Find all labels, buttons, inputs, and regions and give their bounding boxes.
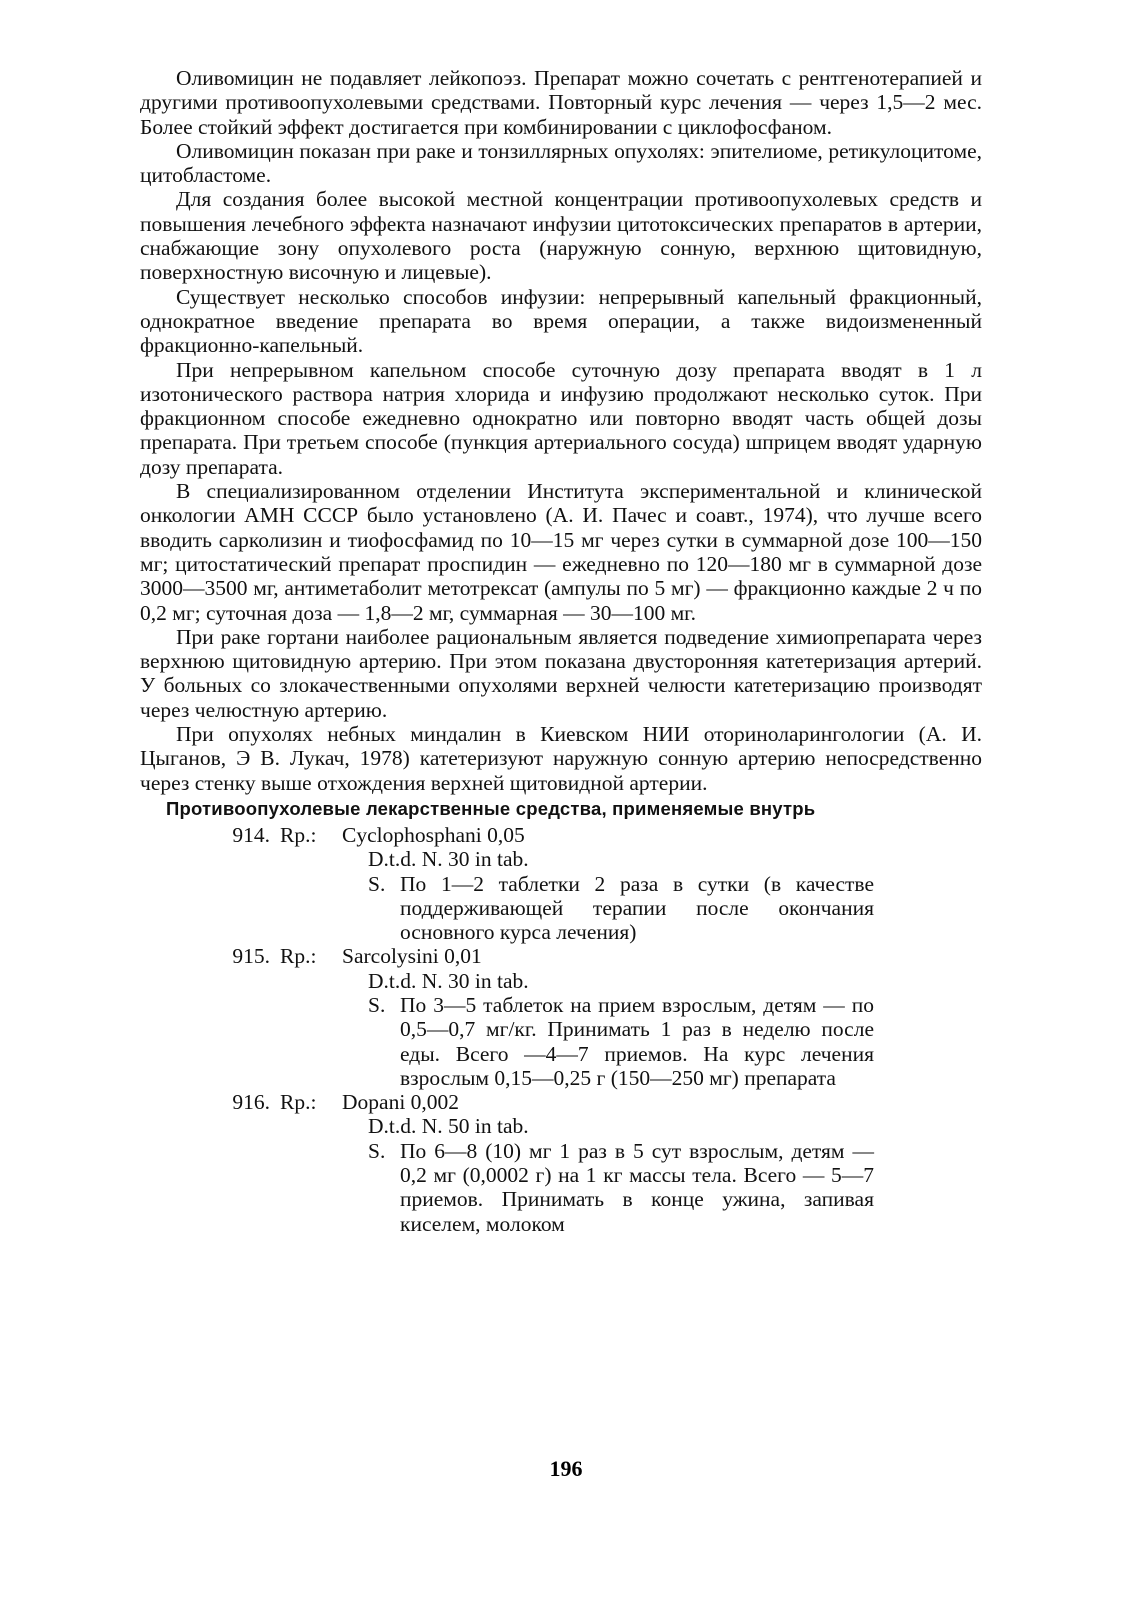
paragraph: При раке гортани наиболее рациональным является подведение химиопрепарата через верхнюю щитовидную артерию. При этом показана двусторонняя катетеризация артерий. У больных со злокачественными опухолями верхней челюсти катетеризацию производят через челюстную артерию. (140, 624, 982, 722)
prescription (140, 823, 982, 944)
recipe-mark: Rp.: (280, 822, 317, 847)
signa-mark: S. (368, 1138, 386, 1163)
signa-text: По 3—5 таблеток на прием взрослым, детям — по 0,5—0,7 мг/кг. Принимать 1 раз в неделю после еды. Всего —4—7 приемов. На курс лечения взрослым 0,15—0,25 г (150—250 мг) препарата (400, 992, 874, 1090)
drug-name: Cyclophosphani 0,05 (342, 822, 525, 847)
drug-name: Sarcolysini 0,01 (342, 944, 482, 969)
paragraph: При непрерывном капельном способе суточную дозу препарата вводят в 1 л изотонического раствора натрия хлорида и инфузию продолжают несколько суток. При фракционном способе ежедневно однократно или повторно вводят часть общей дозы препарата. При третьем способе (пункция артериального сосуда) шприцем вводят ударную дозу препарата. (140, 357, 982, 479)
signa-mark: S. (368, 992, 386, 1017)
paragraph: При опухолях небных миндалин в Киевском НИИ оториноларингологии (А. И. Цыганов, Э В. Лукач, 1978) катетеризуют наружную сонную артерию непосредственно через стенку выше отхождения верхней щитовидной артерии. (140, 722, 982, 795)
paragraph: Оливомицин показан при раке и тонзиллярных опухолях: эпителиоме, ретикулоцитоме, цитобластоме. (140, 138, 982, 188)
recipe-mark: Rp.: (280, 1090, 317, 1115)
prescription (140, 1090, 982, 1236)
signa-text: По 6—8 (10) мг 1 раз в 5 сут взрослым, детям — 0,2 мг (0,0002 г) на 1 кг массы тела. Всего — 5—7 приемов. Принимать в конце ужина, запивая киселем, молоком (400, 1138, 874, 1236)
paragraph: Оливомицин не подавляет лейкопоэз. Препарат можно сочетать с рентгенотерапией и другими противоопухолевыми средствами. Повторный курс лечения — через 1,5—2 мес. Более стойкий эффект достигается при комбинировании с циклофосфаном. (140, 66, 982, 139)
paragraph: Существует несколько способов инфузии: непрерывный капельный фракционный, однократное введение препарата во время операции, а также видоизмененный фракционно-капельный. (140, 284, 982, 358)
page-number: 196 (549, 1456, 583, 1481)
drug-name: Dopani 0,002 (342, 1090, 460, 1115)
prescription (140, 944, 982, 1090)
dispense-line: D.t.d. N. 50 in tab. (368, 1114, 529, 1139)
paragraph: Для создания более высокой местной концентрации противоопухолевых средств и повышения лечебного эффекта назначают инфузии цитотоксических препаратов в артерии, снабжающие зону опухолевого роста (наружную сонную, верхнюю щитовидную, поверхностную височную и лицевые). (140, 187, 982, 285)
section-heading: Противоопухолевые лекарственные средства, применяемые внутрь (166, 797, 816, 819)
paragraph: В специализированном отделении Института экспериментальной и клинической онкологии АМН СССР было установлено (А. И. Пачес и соавт., 1974), что лучше всего вводить сарколизин и тиофосфамид по 10—15 мг через сутки в суммарной дозе 100—150 мг; цитостатический препарат проспидин — ежедневно по 120—180 мг в суммарной дозе 3000—3500 мг, антиметаболит метотрексат (ампулы по 5 мг) — фракционно каждые 2 ч по 0,2 мг; суточная доза — 1,8—2 мг, суммарная — 30—100 мг. (140, 479, 982, 625)
prescription-number: 914. (232, 822, 270, 847)
signa-text: По 1—2 таблетки 2 раза в сутки (в качестве поддерживающей терапии после окончания основного курса лечения) (400, 871, 874, 945)
recipe-mark: Rp.: (280, 944, 317, 969)
dispense-line: D.t.d. N. 30 in tab. (368, 968, 529, 993)
prescription-number: 915. (232, 944, 270, 969)
signa-mark: S. (368, 871, 386, 896)
page-body (140, 66, 982, 1236)
prescription-number: 916. (232, 1090, 270, 1115)
dispense-line: D.t.d. N. 30 in tab. (368, 847, 529, 872)
